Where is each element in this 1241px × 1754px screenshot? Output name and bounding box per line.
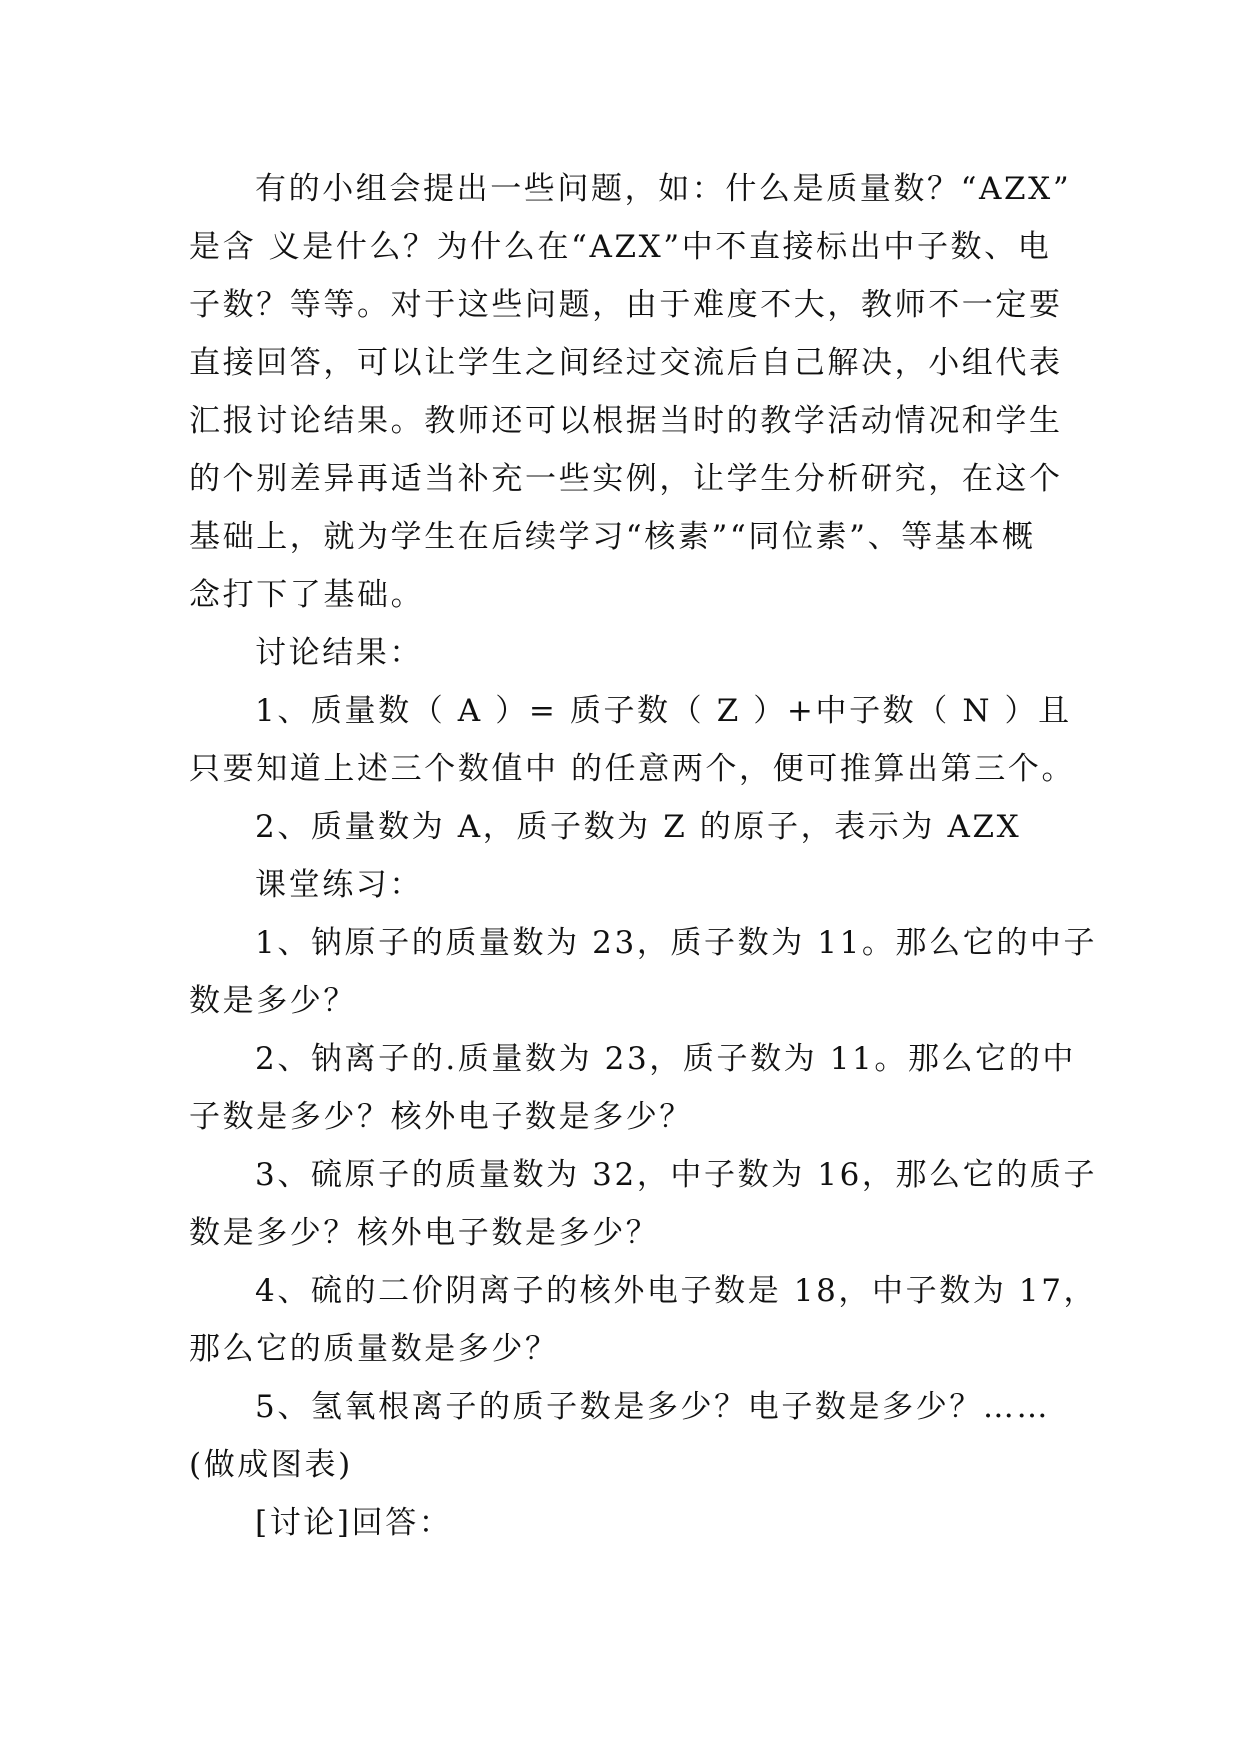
section-heading: 讨论结果： [255, 635, 423, 671]
paragraph-line: 是含 义是什么？为什么在“AZX”中不直接标出中子数、电 [189, 229, 1052, 265]
exercise-line: 4、硫的二价阴离子的核外电子数是 18，中子数为 17， [255, 1273, 1098, 1309]
exercise-line: 3、硫原子的质量数为 32，中子数为 16，那么它的质子 [255, 1157, 1098, 1193]
exercise-line: 那么它的质量数是多少？ [189, 1331, 559, 1367]
section-heading: [讨论]回答： [255, 1505, 453, 1541]
section-heading: 课堂练习： [255, 867, 423, 903]
paragraph-line: 1、质量数（ A ）= 质子数（ Z ）+中子数（ N ）且 [255, 693, 1072, 729]
exercise-line: (做成图表) [189, 1447, 353, 1483]
paragraph-line: 子数？等等。对于这些问题，由于难度不大，教师不一定要 [189, 287, 1063, 323]
paragraph-line: 有的小组会提出一些问题，如：什么是质量数？“AZX” [255, 171, 1072, 207]
paragraph-line: 只要知道上述三个数值中 的任意两个，便可推算出第三个。 [189, 751, 1076, 787]
exercise-line: 子数是多少？核外电子数是多少？ [189, 1099, 693, 1135]
paragraph-line: 的个别差异再适当补充一些实例，让学生分析研究，在这个 [189, 461, 1063, 497]
paragraph-line: 汇报讨论结果。教师还可以根据当时的教学活动情况和学生 [189, 403, 1063, 439]
paragraph-line: 基础上，就为学生在后续学习“核素”“同位素”、等基本概 [189, 519, 1036, 555]
exercise-line: 5、氢氧根离子的质子数是多少？电子数是多少？…… [255, 1389, 1051, 1425]
paragraph-line: 2、质量数为 A，质子数为 Z 的原子，表示为 AZX [255, 809, 1022, 845]
paragraph-line: 念打下了基础。 [189, 577, 425, 613]
exercise-line: 2、钠离子的.质量数为 23，质子数为 11。那么它的中 [255, 1041, 1076, 1077]
exercise-line: 数是多少？ [189, 983, 357, 1019]
paragraph-line: 直接回答，可以让学生之间经过交流后自己解决，小组代表 [189, 345, 1063, 381]
exercise-line: 1、钠原子的质量数为 23，质子数为 11。那么它的中子 [255, 925, 1098, 961]
exercise-line: 数是多少？核外电子数是多少？ [189, 1215, 660, 1251]
